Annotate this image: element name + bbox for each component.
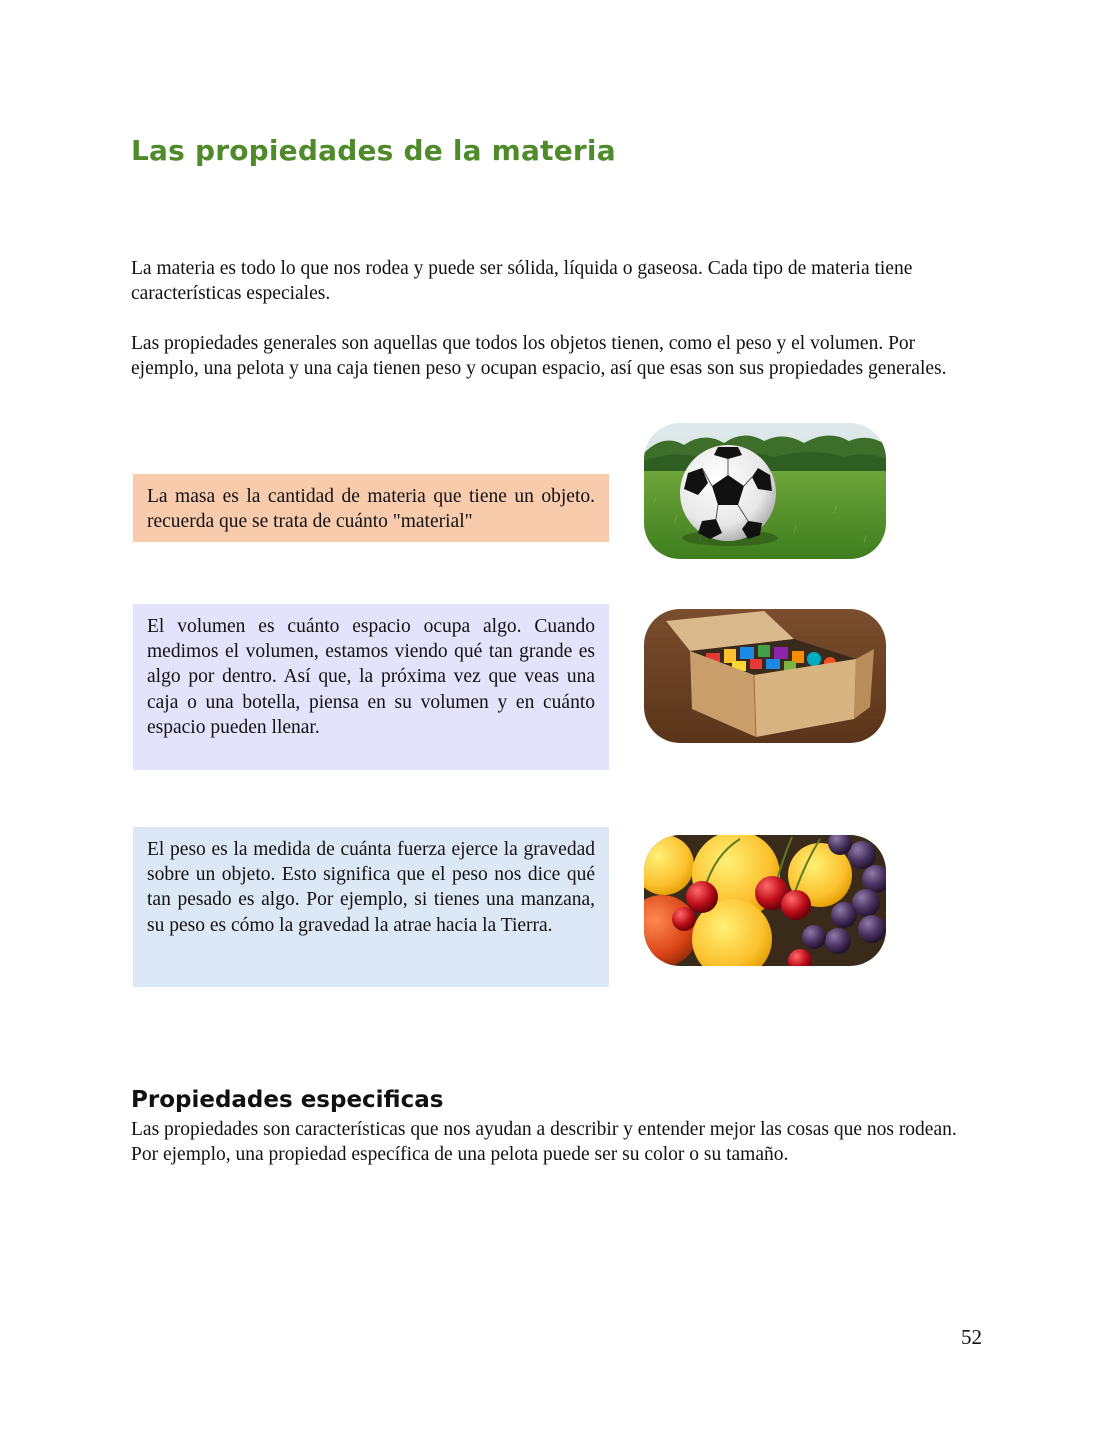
weight-definition-box [133,827,609,987]
weight-definition-text: El peso es la medida de cuánta fuerza ejerce la gravedad sobre un objeto. Esto significa que el peso nos dice qué tan pesado es algo. Por ejemplo, si tienes una manzana, su peso es cómo la gravedad la atrae hacia la Tierra. [147,839,595,936]
fruits-image [644,835,886,966]
volume-definition-box [133,604,609,770]
specific-properties-heading: Propiedades especificas [131,1087,444,1113]
mass-definition-text: La masa es la cantidad de materia que tiene un objeto. recuerda que se trata de cuánto "material" [147,486,595,533]
intro-paragraph-1: La materia es todo lo que nos rodea y puede ser sólida, líquida o gaseosa. Cada tipo de materia tiene características especiales. [131,258,913,304]
volume-definition-text: El volumen es cuánto espacio ocupa algo. Cuando medimos el volumen, estamos viendo qué tan grande es algo por dentro. Así que, la próxima vez que veas una caja o una botella, piensa en su volumen y en cuánto espacio pueden llenar. [147,616,595,738]
cardboard-box-image [644,609,886,743]
page-title: Las propiedades de la materia [131,134,616,167]
page-number: 52 [961,1325,982,1349]
soccer-ball-image [644,423,886,559]
specific-properties-paragraph: Las propiedades son características que nos ayudan a describir y entender mejor las cosas que nos rodean. Por ejemplo, una propiedad específica de una pelota puede ser su color o su tamaño. [131,1119,957,1165]
mass-definition-box [133,474,609,542]
intro-paragraph-2: Las propiedades generales son aquellas que todos los objetos tienen, como el peso y el volumen. Por ejemplo, una pelota y una caja tienen peso y ocupan espacio, así que esas son sus propiedades generales. [131,333,947,379]
